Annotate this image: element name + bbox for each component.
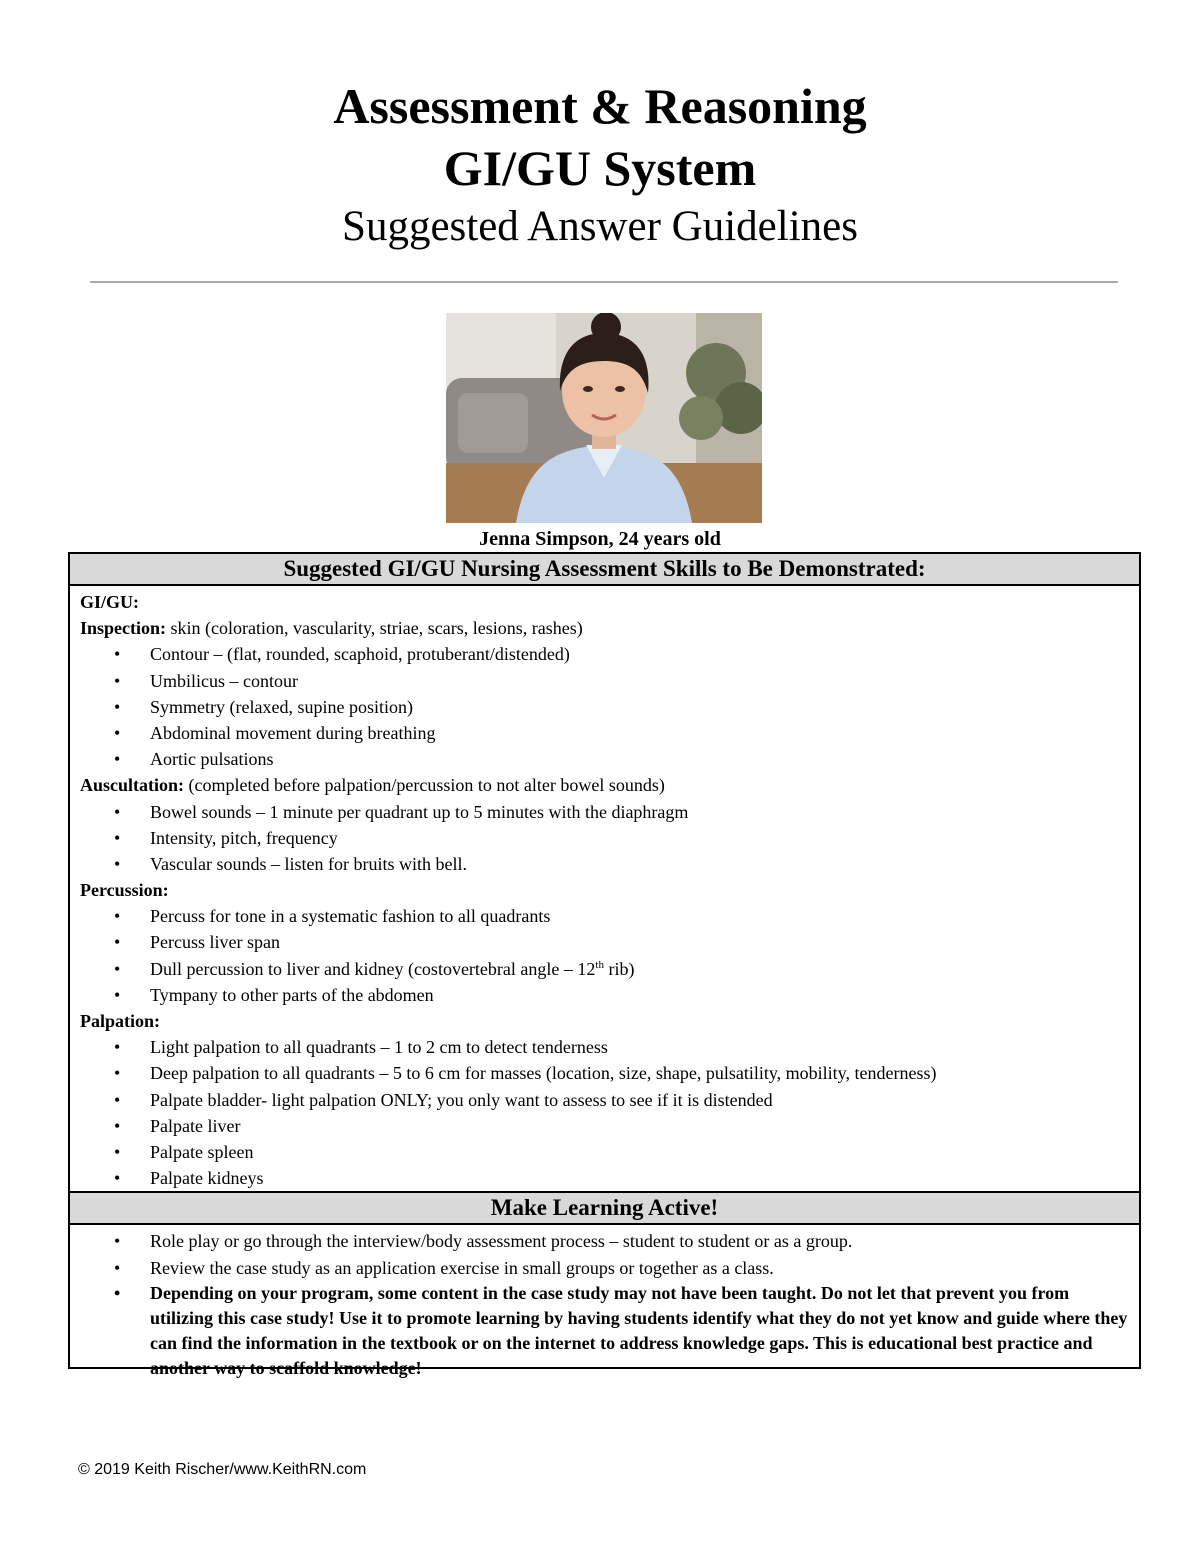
auscultation-detail: (completed before palpation/percussion to not alter bowel sounds) [184,775,665,796]
list-item: • Percuss for tone in a systematic fashion to all quadrants [80,903,1129,929]
percussion-label: Percussion: [80,880,169,901]
list-item: • Abdominal movement during breathing [80,720,1129,746]
list-item: • Review the case study as an application exercise in small groups or together as a class. [80,1255,1129,1281]
list-item: • Role play or go through the interview/body assessment process – student to student or as a group. [80,1228,1129,1254]
list-item: • Contour – (flat, rounded, scaphoid, protuberant/distended) [80,641,1129,667]
ordinal-suffix: th [595,958,604,971]
palpation-label: Palpation: [80,1011,161,1031]
list-item: • Vascular sounds – listen for bruits with bell. [80,851,1129,877]
list-item: • Symmetry (relaxed, supine position) [80,694,1129,720]
inspection-label: Inspection: [80,618,167,639]
auscultation-label: Auscultation: [80,775,185,796]
inspection-detail: skin (coloration, vascularity, striae, scars, lesions, rashes) [166,618,583,639]
auscultation-row [80,772,1129,798]
list-item: • Bowel sounds – 1 minute per quadrant up to 5 minutes with the diaphragm [80,799,1129,825]
list-item: • Umbilicus – contour [80,668,1129,694]
list-item: • Tympany to other parts of the abdomen [80,982,1129,1008]
page-title: Assessment & Reasoning [333,78,867,134]
header-divider [90,281,1118,283]
list-item: • Aortic pulsations [80,746,1129,772]
copyright-footer: © 2019 Keith Rischer/www.KeithRN.com [78,1461,367,1478]
active-learning-heading: Make Learning Active! [70,1191,1139,1225]
list-item-dull-percussion [80,956,1129,982]
system-label: GI/GU: [80,592,140,612]
patient-photo [446,313,762,523]
list-item: • Palpate liver [80,1113,1129,1139]
list-item: • Percuss liver span [80,929,1129,955]
list-item: • Intensity, pitch, frequency [80,825,1129,851]
inspection-row [80,615,1129,641]
list-item: • Light palpation to all quadrants – 1 to 2 cm to detect tenderness [80,1034,1129,1060]
list-item: • Palpate bladder- light palpation ONLY; you only want to assess to see if it is distended [80,1087,1129,1113]
active-learning-body [70,1225,1139,1380]
page-title-system: GI/GU System [443,140,757,196]
list-item: • Palpate spleen [80,1139,1129,1165]
page-subtitle: Suggested Answer Guidelines [342,203,858,250]
list-item: • Deep palpation to all quadrants – 5 to 6 cm for masses (location, size, shape, pulsatility, mobility, tenderness) [80,1060,1129,1086]
skills-body [70,586,1139,1191]
dull-percussion-text: Dull percussion to liver and kidney (costovertebral angle – 12 [150,958,596,979]
dull-percussion-end: rib) [603,958,635,979]
skills-heading: Suggested GI/GU Nursing Assessment Skills to Be Demonstrated: [70,554,1139,586]
skills-table [68,552,1141,1378]
list-item: • Palpate kidneys [80,1165,1129,1191]
list-item-bold: • Depending on your program, some content in the case study may not have been taught. Do not let that prevent you from utilizing this case study! Use it to promote learning by having students identify what they do not yet know and guide where they can find the information in the textbook or on the internet to address knowledge gaps. This is educational best practice and another way to scaffold knowledge! [80,1281,1129,1381]
patient-caption: Jenna Simpson, 24 years old [479,528,721,550]
